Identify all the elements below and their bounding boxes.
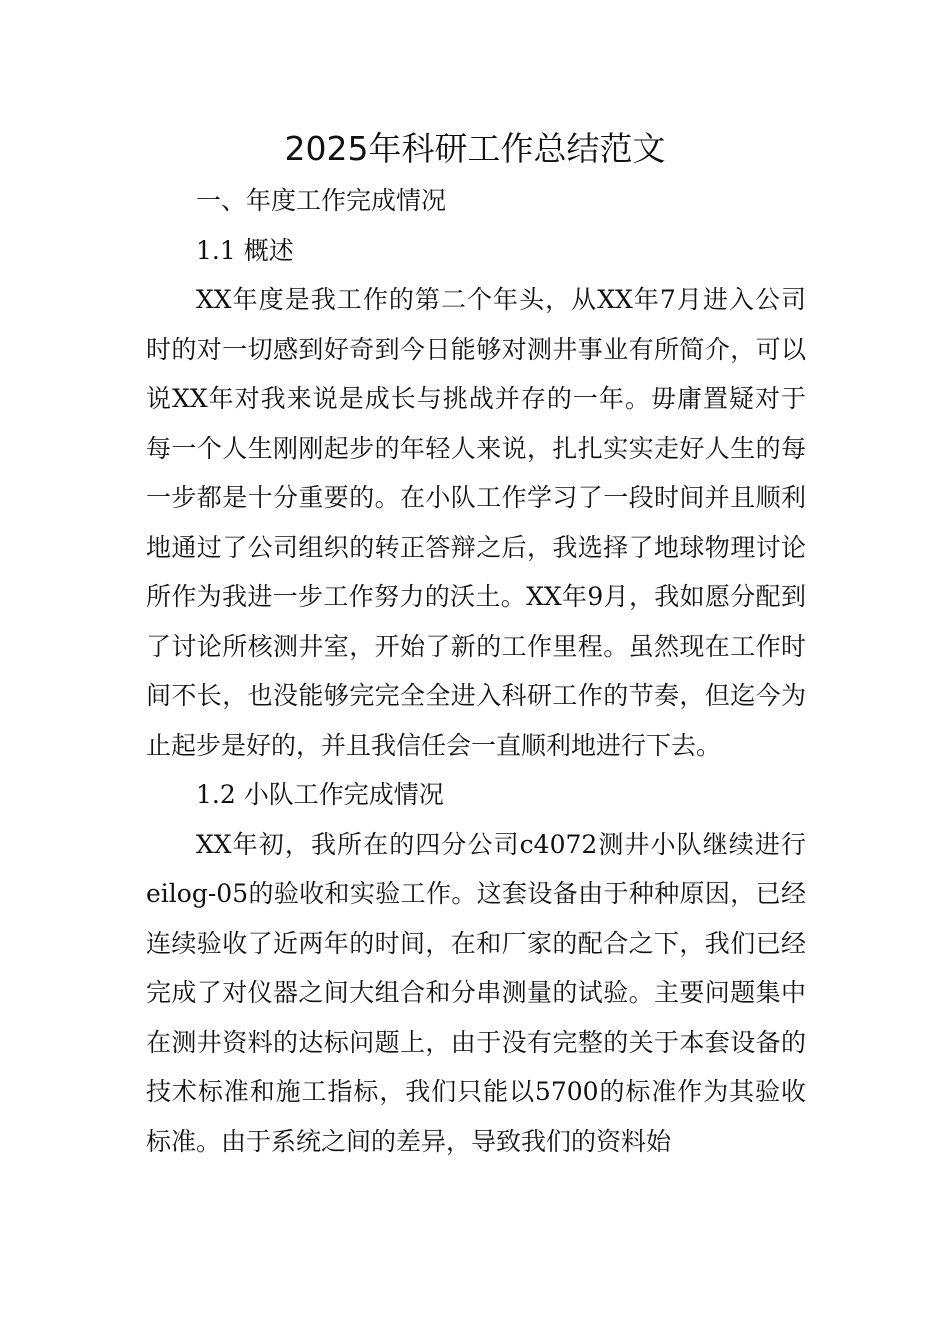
subsection-heading-1-1: 1.1 概述 — [196, 235, 294, 265]
document-title: 2025年科研工作总结范文 — [284, 129, 666, 168]
document-body — [146, 176, 806, 1166]
subsection-heading-1-2: 1.2 小队工作完成情况 — [196, 780, 444, 809]
paragraph-overview: XX年度是我工作的第二个年头，从XX年7月进入公司时的对一切感到好奇到今日能够对测井事业有所简介，可以说XX年对我来说是成长与挑战并存的一年。毋庸置疑对于每一个人生刚刚起步的年轻人来说，扎扎实实走好人生的每一步都是十分重要的。在小队工作学习了一段时间并且顺利地通过了公司组织的转正答辩之后，我选择了地球物理讨论所作为我进一步工作努力的沃土。XX年9月，我如愿分配到了讨论所核测井室，开始了新的工作里程。虽然现在工作时间不长，也没能够完完全全进入科研工作的节奏，但迄今为止起步是好的，并且我信任会一直顺利地进行下去。 — [146, 285, 806, 760]
paragraph-team-work: XX年初，我所在的四分公司c4072测井小队继续进行eilog-05的验收和实验工作。这套设备由于种种原因，已经连续验收了近两年的时间，在和厂家的配合之下，我们已经完成了对仪器之间大组合和分串测量的试验。主要问题集中在测井资料的达标问题上，由于没有完整的关于本套设备的技术标准和施工指标，我们只能以5700的标准作为其验收标准。由于系统之间的差异，导致我们的资料始 — [146, 829, 806, 1156]
section-heading-1: 一、年度工作完成情况 — [196, 186, 447, 215]
